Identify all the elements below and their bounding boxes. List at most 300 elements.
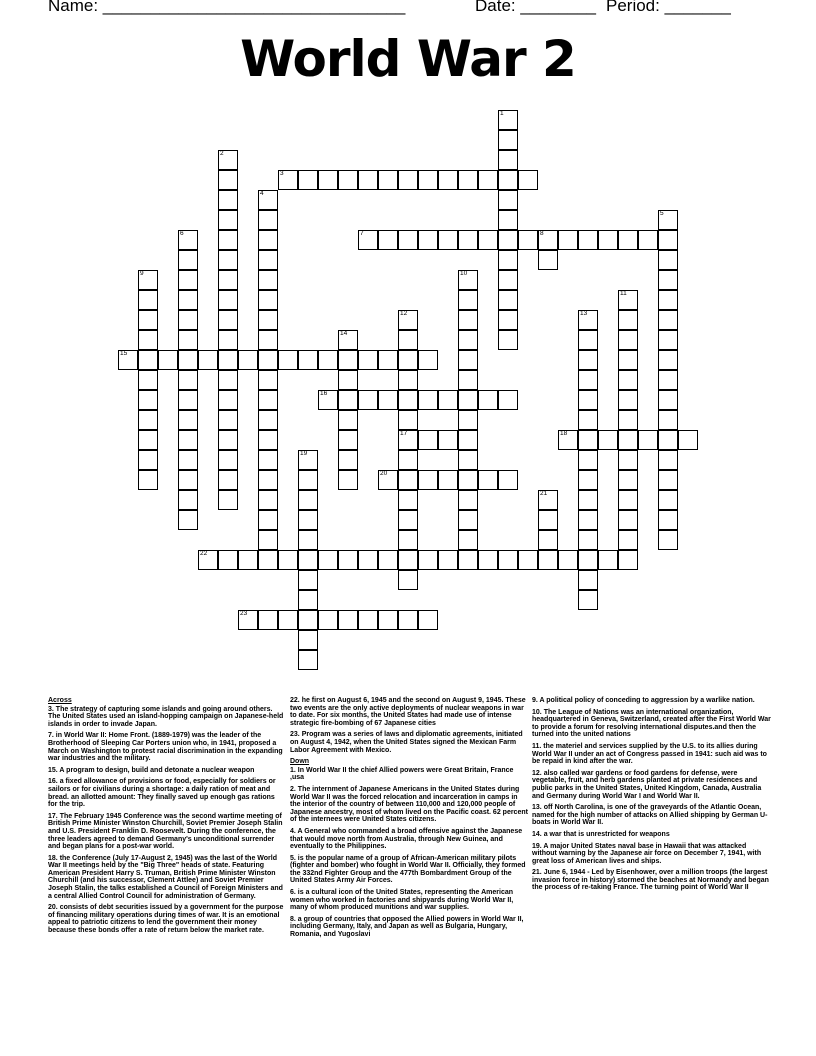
grid-cell[interactable] — [258, 530, 278, 550]
clue-item — [48, 706, 286, 729]
grid-cell[interactable] — [298, 490, 318, 510]
grid-cell[interactable] — [218, 410, 238, 430]
grid-cell[interactable] — [438, 550, 458, 570]
grid-cell[interactable] — [218, 250, 238, 270]
grid-cell[interactable] — [498, 110, 518, 130]
grid-cell[interactable] — [178, 230, 198, 250]
grid-cell[interactable] — [398, 370, 418, 390]
grid-cell[interactable] — [258, 210, 278, 230]
grid-cell[interactable] — [578, 550, 598, 570]
grid-cell[interactable] — [658, 370, 678, 390]
down-clue-list-continued — [532, 697, 772, 892]
grid-cell[interactable] — [178, 510, 198, 530]
clue-item — [290, 767, 528, 782]
grid-cell[interactable] — [398, 410, 418, 430]
grid-cell[interactable] — [398, 330, 418, 350]
grid-cell[interactable] — [498, 210, 518, 230]
clue-item — [532, 697, 772, 705]
grid-cell[interactable] — [358, 350, 378, 370]
grid-cell[interactable] — [378, 170, 398, 190]
grid-cell[interactable] — [158, 350, 178, 370]
grid-cell[interactable] — [578, 490, 598, 510]
grid-cell[interactable] — [638, 230, 658, 250]
grid-cell[interactable] — [498, 470, 518, 490]
grid-cell[interactable] — [138, 390, 158, 410]
grid-cell[interactable] — [498, 330, 518, 350]
grid-cell[interactable] — [198, 350, 218, 370]
clue-number: 1 — [500, 110, 504, 117]
grid-cell[interactable] — [458, 270, 478, 290]
grid-cell[interactable] — [178, 290, 198, 310]
grid-cell[interactable] — [258, 370, 278, 390]
grid-cell[interactable] — [538, 230, 558, 250]
grid-cell[interactable] — [218, 470, 238, 490]
down-heading: Down — [290, 758, 310, 766]
grid-cell[interactable] — [238, 550, 258, 570]
clue-item — [48, 904, 286, 934]
grid-cell[interactable] — [438, 390, 458, 410]
grid-cell[interactable] — [258, 310, 278, 330]
grid-cell[interactable] — [218, 290, 238, 310]
grid-cell[interactable] — [258, 450, 278, 470]
name-field-label: Name: ________________________________ — [48, 0, 406, 15]
grid-cell[interactable] — [598, 550, 618, 570]
grid-cell[interactable] — [618, 390, 638, 410]
grid-cell[interactable] — [658, 430, 678, 450]
grid-cell[interactable] — [398, 510, 418, 530]
grid-cell[interactable] — [218, 330, 238, 350]
grid-cell[interactable] — [218, 150, 238, 170]
grid-cell[interactable] — [338, 450, 358, 470]
grid-cell[interactable] — [178, 310, 198, 330]
grid-cell[interactable] — [398, 570, 418, 590]
grid-cell[interactable] — [398, 530, 418, 550]
grid-cell[interactable] — [398, 610, 418, 630]
grid-cell[interactable] — [278, 610, 298, 630]
grid-cell[interactable] — [478, 550, 498, 570]
clue-item-text: off North Carolina, is one of the graveyards of the Atlantic Ocean, named for the high number of attacks on Allied shipping by German U-boats in World War II. — [532, 804, 768, 827]
grid-cell[interactable] — [178, 270, 198, 290]
grid-cell[interactable] — [378, 350, 398, 370]
grid-cell[interactable] — [178, 350, 198, 370]
grid-cell[interactable] — [398, 430, 418, 450]
grid-cell[interactable] — [618, 410, 638, 430]
grid-cell[interactable] — [618, 450, 638, 470]
grid-cell[interactable] — [178, 490, 198, 510]
grid-cell[interactable] — [378, 610, 398, 630]
grid-cell[interactable] — [238, 350, 258, 370]
grid-cell[interactable] — [138, 450, 158, 470]
grid-cell[interactable] — [138, 330, 158, 350]
clue-item-text: in World War II: Home Front. (1889-1979) was the leader of the Brotherhood of Sleeping Car Porters union who, in 1941, proposed a March on Washington to protest racial discrimination in the expanding war industries and the military. — [48, 732, 283, 763]
grid-cell[interactable] — [618, 290, 638, 310]
grid-cell[interactable] — [398, 550, 418, 570]
grid-cell[interactable] — [378, 470, 398, 490]
grid-cell[interactable] — [298, 650, 318, 670]
grid-cell[interactable] — [318, 610, 338, 630]
grid-cell[interactable] — [498, 190, 518, 210]
period-field-label: Period: _______ — [606, 0, 731, 15]
grid-cell[interactable] — [398, 470, 418, 490]
grid-cell[interactable] — [398, 350, 418, 370]
grid-cell[interactable] — [218, 490, 238, 510]
grid-cell[interactable] — [658, 310, 678, 330]
grid-cell[interactable] — [318, 550, 338, 570]
grid-cell[interactable] — [458, 550, 478, 570]
grid-cell[interactable] — [298, 590, 318, 610]
grid-cell[interactable] — [458, 390, 478, 410]
clue-number: 12 — [400, 310, 408, 317]
clue-item-text: Program was a series of laws and diplomatic agreements, initiated on August 4, 1942, when the United States signed the Mexican Farm Labor Agreement with Mexico. — [290, 731, 523, 754]
clue-item-text: also called war gardens or food gardens for defense, were vegetable, fruit, and herb gardens planted at private residences and public parks in the United States, United Kingdom, Canada, Australia and Germany during World War I and World War II. — [532, 769, 762, 800]
grid-cell[interactable] — [218, 450, 238, 470]
grid-cell[interactable] — [578, 370, 598, 390]
clue-item-number: 4. — [290, 827, 298, 835]
grid-cell[interactable] — [418, 390, 438, 410]
grid-cell[interactable] — [278, 170, 298, 190]
clue-item-text: is the popular name of a group of African-American military pilots (fighter and bomber) who fought in World War II. Officially, they formed the 332nd Fighter Group and the 477th Bombardment Group of the United States Army Air Forces. — [290, 854, 526, 885]
grid-cell[interactable] — [138, 370, 158, 390]
grid-cell[interactable] — [178, 390, 198, 410]
grid-cell[interactable] — [258, 330, 278, 350]
grid-cell[interactable] — [538, 530, 558, 550]
grid-cell[interactable] — [138, 310, 158, 330]
grid-cell[interactable] — [338, 410, 358, 430]
grid-cell[interactable] — [198, 550, 218, 570]
grid-cell[interactable] — [618, 490, 638, 510]
clue-item — [48, 767, 286, 775]
grid-cell[interactable] — [578, 430, 598, 450]
grid-cell[interactable] — [618, 550, 638, 570]
grid-cell[interactable] — [478, 230, 498, 250]
grid-cell[interactable] — [458, 370, 478, 390]
clue-number: 13 — [580, 310, 588, 317]
grid-cell[interactable] — [178, 470, 198, 490]
grid-cell[interactable] — [618, 510, 638, 530]
grid-cell[interactable] — [338, 610, 358, 630]
grid-cell[interactable] — [618, 370, 638, 390]
grid-cell[interactable] — [658, 530, 678, 550]
grid-cell[interactable] — [398, 450, 418, 470]
grid-cell[interactable] — [218, 190, 238, 210]
grid-cell[interactable] — [258, 230, 278, 250]
grid-cell[interactable] — [178, 330, 198, 350]
grid-cell[interactable] — [298, 510, 318, 530]
clue-item-number: 21. — [532, 869, 544, 877]
grid-cell[interactable] — [218, 550, 238, 570]
grid-cell[interactable] — [138, 270, 158, 290]
grid-cell[interactable] — [458, 350, 478, 370]
grid-cell[interactable] — [298, 470, 318, 490]
grid-cell[interactable] — [658, 510, 678, 530]
grid-cell[interactable] — [438, 430, 458, 450]
grid-cell[interactable] — [378, 390, 398, 410]
clue-number: 22 — [200, 550, 208, 557]
grid-cell[interactable] — [318, 170, 338, 190]
clue-item-text: The February 1945 Conference was the second wartime meeting of British Prime Minister Winston Churchill, Soviet Premier Joseph Stalin and U.S. President Franklin D. Roosevelt. During the conference, the three leaders agreed to demand Germany's unconditional surrender and began plans for a post-war world. — [48, 812, 283, 851]
grid-cell[interactable] — [558, 550, 578, 570]
clue-number: 3 — [280, 170, 284, 177]
grid-cell[interactable] — [618, 430, 638, 450]
grid-cell[interactable] — [298, 570, 318, 590]
clue-number: 21 — [540, 490, 548, 497]
grid-cell[interactable] — [218, 370, 238, 390]
grid-cell[interactable] — [518, 550, 538, 570]
grid-cell[interactable] — [518, 170, 538, 190]
grid-cell[interactable] — [338, 350, 358, 370]
grid-cell[interactable] — [578, 390, 598, 410]
grid-cell[interactable] — [218, 270, 238, 290]
clue-item-text: The internment of Japanese Americans in the United States during World War II was the forced relocation and incarceration in camps in the interior of the country of between 110,000 and 120,000 people of Japanese ancestry, most of whom lived on the Pacific coast. 62 percent of the internees were United States citizens. — [290, 785, 528, 824]
clue-item-number: 6. — [290, 889, 298, 897]
grid-cell[interactable] — [458, 530, 478, 550]
grid-cell[interactable] — [578, 230, 598, 250]
grid-cell[interactable] — [138, 430, 158, 450]
grid-cell[interactable] — [178, 410, 198, 430]
grid-cell[interactable] — [298, 630, 318, 650]
grid-cell[interactable] — [578, 330, 598, 350]
grid-cell[interactable] — [218, 210, 238, 230]
grid-cell[interactable] — [658, 330, 678, 350]
grid-cell[interactable] — [118, 350, 138, 370]
grid-cell[interactable] — [258, 410, 278, 430]
grid-cell[interactable] — [258, 610, 278, 630]
grid-cell[interactable] — [678, 430, 698, 450]
clue-item-text: a war that is unrestricted for weapons — [543, 830, 670, 838]
grid-cell[interactable] — [418, 230, 438, 250]
grid-cell[interactable] — [258, 390, 278, 410]
grid-cell[interactable] — [458, 170, 478, 190]
grid-cell[interactable] — [338, 370, 358, 390]
grid-cell[interactable] — [618, 470, 638, 490]
clue-item-text: the materiel and services supplied by the U.S. to its allies during World War II under an act of Congress passed in 1941: such aid was to be repaid in kind after the war. — [532, 742, 767, 766]
grid-cell[interactable] — [538, 510, 558, 530]
grid-cell[interactable] — [458, 330, 478, 350]
grid-cell[interactable] — [218, 310, 238, 330]
grid-cell[interactable] — [498, 250, 518, 270]
grid-cell[interactable] — [298, 450, 318, 470]
grid-cell[interactable] — [658, 470, 678, 490]
grid-cell[interactable] — [258, 510, 278, 530]
grid-cell[interactable] — [578, 510, 598, 530]
clue-item-number: 11. — [532, 742, 544, 750]
grid-cell[interactable] — [478, 470, 498, 490]
grid-cell[interactable] — [138, 410, 158, 430]
grid-cell[interactable] — [618, 310, 638, 330]
grid-cell[interactable] — [358, 230, 378, 250]
grid-cell[interactable] — [398, 490, 418, 510]
grid-cell[interactable] — [218, 230, 238, 250]
grid-cell[interactable] — [558, 430, 578, 450]
grid-cell[interactable] — [278, 550, 298, 570]
grid-cell[interactable] — [258, 290, 278, 310]
grid-cell[interactable] — [658, 230, 678, 250]
grid-cell[interactable] — [458, 490, 478, 510]
clue-item-number: 2. — [290, 785, 298, 793]
clue-item-number: 5. — [290, 854, 298, 862]
clue-number: 2 — [220, 150, 224, 157]
grid-cell[interactable] — [258, 490, 278, 510]
grid-cell[interactable] — [598, 430, 618, 450]
grid-cell[interactable] — [338, 170, 358, 190]
grid-cell[interactable] — [578, 350, 598, 370]
grid-cell[interactable] — [298, 610, 318, 630]
grid-cell[interactable] — [138, 290, 158, 310]
grid-cell[interactable] — [458, 290, 478, 310]
grid-cell[interactable] — [238, 610, 258, 630]
grid-cell[interactable] — [498, 550, 518, 570]
grid-cell[interactable] — [538, 490, 558, 510]
grid-cell[interactable] — [218, 170, 238, 190]
grid-cell[interactable] — [258, 190, 278, 210]
grid-cell[interactable] — [458, 230, 478, 250]
clue-item-text: a group of countries that opposed the Allied powers in World War II, including Germany, Italy, and Japan as well as Bulgaria, Hungary, Romania, and Yugoslavi — [290, 915, 524, 939]
grid-cell[interactable] — [418, 610, 438, 630]
clue-number: 20 — [380, 470, 388, 477]
grid-cell[interactable] — [618, 330, 638, 350]
clue-item-number: 17. — [48, 812, 60, 820]
grid-cell[interactable] — [258, 350, 278, 370]
clue-item-text: A major United States naval base in Hawaii that was attacked without warning by the Japanese air force on December 7, 1941, with great loss of American lives and ships. — [532, 842, 762, 865]
grid-cell[interactable] — [258, 250, 278, 270]
clue-item-number: 18. — [48, 854, 60, 862]
grid-cell[interactable] — [458, 510, 478, 530]
grid-cell[interactable] — [318, 390, 338, 410]
grid-cell[interactable] — [338, 390, 358, 410]
grid-cell[interactable] — [138, 470, 158, 490]
grid-cell[interactable] — [518, 230, 538, 250]
grid-cell[interactable] — [178, 450, 198, 470]
grid-cell[interactable] — [258, 470, 278, 490]
grid-cell[interactable] — [178, 250, 198, 270]
grid-cell[interactable] — [458, 430, 478, 450]
grid-cell[interactable] — [498, 270, 518, 290]
grid-cell[interactable] — [358, 610, 378, 630]
grid-cell[interactable] — [178, 430, 198, 450]
grid-cell[interactable] — [218, 390, 238, 410]
clue-item — [48, 813, 286, 851]
clue-number: 9 — [140, 270, 144, 277]
grid-cell[interactable] — [658, 450, 678, 470]
grid-cell[interactable] — [338, 470, 358, 490]
grid-cell[interactable] — [538, 550, 558, 570]
clue-item-number: 13. — [532, 804, 544, 812]
grid-cell[interactable] — [418, 350, 438, 370]
grid-cell[interactable] — [258, 270, 278, 290]
grid-cell[interactable] — [438, 470, 458, 490]
grid-cell[interactable] — [578, 590, 598, 610]
grid-cell[interactable] — [638, 430, 658, 450]
clue-number: 17 — [400, 430, 408, 437]
grid-cell[interactable] — [658, 390, 678, 410]
grid-cell[interactable] — [378, 550, 398, 570]
grid-cell[interactable] — [298, 170, 318, 190]
grid-cell[interactable] — [458, 470, 478, 490]
grid-cell[interactable] — [658, 290, 678, 310]
clue-item-number: 12. — [532, 769, 544, 777]
grid-cell[interactable] — [558, 230, 578, 250]
grid-cell[interactable] — [398, 390, 418, 410]
grid-cell[interactable] — [578, 310, 598, 330]
grid-cell[interactable] — [338, 430, 358, 450]
clue-number: 19 — [300, 450, 308, 457]
clue-item-text: is a cultural icon of the United States, representing the American women who worked in factories and shipyards during World War II, many of whom produced munitions and war supplies. — [290, 889, 514, 912]
grid-cell[interactable] — [418, 170, 438, 190]
grid-cell[interactable] — [498, 130, 518, 150]
grid-cell[interactable] — [658, 210, 678, 230]
grid-cell[interactable] — [458, 410, 478, 430]
grid-cell[interactable] — [358, 170, 378, 190]
grid-cell[interactable] — [358, 550, 378, 570]
grid-cell[interactable] — [398, 170, 418, 190]
clue-item — [290, 786, 528, 824]
grid-cell[interactable] — [658, 250, 678, 270]
grid-cell[interactable] — [398, 230, 418, 250]
grid-cell[interactable] — [458, 310, 478, 330]
grid-cell[interactable] — [578, 570, 598, 590]
grid-cell[interactable] — [398, 310, 418, 330]
grid-cell[interactable] — [498, 170, 518, 190]
grid-cell[interactable] — [578, 470, 598, 490]
grid-cell[interactable] — [658, 350, 678, 370]
clue-item-text: the Conference (July 17-August 2, 1945) was the last of the World War II meetings held by the "Big Three" heads of state. Featuring American President Harry S. Truman, British Prime Minister Winston Churchill (and his successor, Clement Attlee) and Soviet Premier Joseph Stalin, the talks established a Council of Foreign Ministers and a central Allied Control Council for administration of Germany. — [48, 854, 283, 900]
grid-cell[interactable] — [618, 530, 638, 550]
grid-cell[interactable] — [278, 350, 298, 370]
grid-cell[interactable] — [578, 410, 598, 430]
grid-cell[interactable] — [178, 370, 198, 390]
grid-cell[interactable] — [358, 390, 378, 410]
grid-cell[interactable] — [578, 450, 598, 470]
grid-cell[interactable] — [658, 270, 678, 290]
grid-cell[interactable] — [658, 490, 678, 510]
grid-cell[interactable] — [138, 350, 158, 370]
grid-cell[interactable] — [258, 550, 278, 570]
clue-number: 11 — [620, 290, 627, 297]
grid-cell[interactable] — [618, 230, 638, 250]
grid-cell[interactable] — [418, 550, 438, 570]
grid-cell[interactable] — [538, 250, 558, 270]
clue-item-text: The League of Nations was an international organization, headquartered in Geneva, Switzerland, created after the First World War to provide a forum for resolving international disputes.and then the turned into the united nations — [532, 708, 771, 739]
grid-cell[interactable] — [218, 350, 238, 370]
grid-cell[interactable] — [318, 350, 338, 370]
clue-item-number: 3. — [48, 705, 56, 713]
grid-cell[interactable] — [438, 170, 458, 190]
grid-cell[interactable] — [498, 310, 518, 330]
grid-cell[interactable] — [298, 530, 318, 550]
grid-cell[interactable] — [418, 430, 438, 450]
grid-cell[interactable] — [478, 170, 498, 190]
grid-cell[interactable] — [498, 290, 518, 310]
grid-cell[interactable] — [298, 550, 318, 570]
grid-cell[interactable] — [658, 410, 678, 430]
grid-cell[interactable] — [498, 390, 518, 410]
grid-cell[interactable] — [378, 230, 398, 250]
grid-cell[interactable] — [338, 330, 358, 350]
grid-cell[interactable] — [478, 390, 498, 410]
grid-cell[interactable] — [438, 230, 458, 250]
grid-cell[interactable] — [618, 350, 638, 370]
grid-cell[interactable] — [578, 530, 598, 550]
grid-cell[interactable] — [338, 550, 358, 570]
grid-cell[interactable] — [418, 470, 438, 490]
grid-cell[interactable] — [598, 230, 618, 250]
grid-cell[interactable] — [498, 150, 518, 170]
grid-cell[interactable] — [458, 450, 478, 470]
grid-cell[interactable] — [498, 230, 518, 250]
grid-cell[interactable] — [258, 430, 278, 450]
grid-cell[interactable] — [218, 430, 238, 450]
grid-cell[interactable] — [298, 350, 318, 370]
